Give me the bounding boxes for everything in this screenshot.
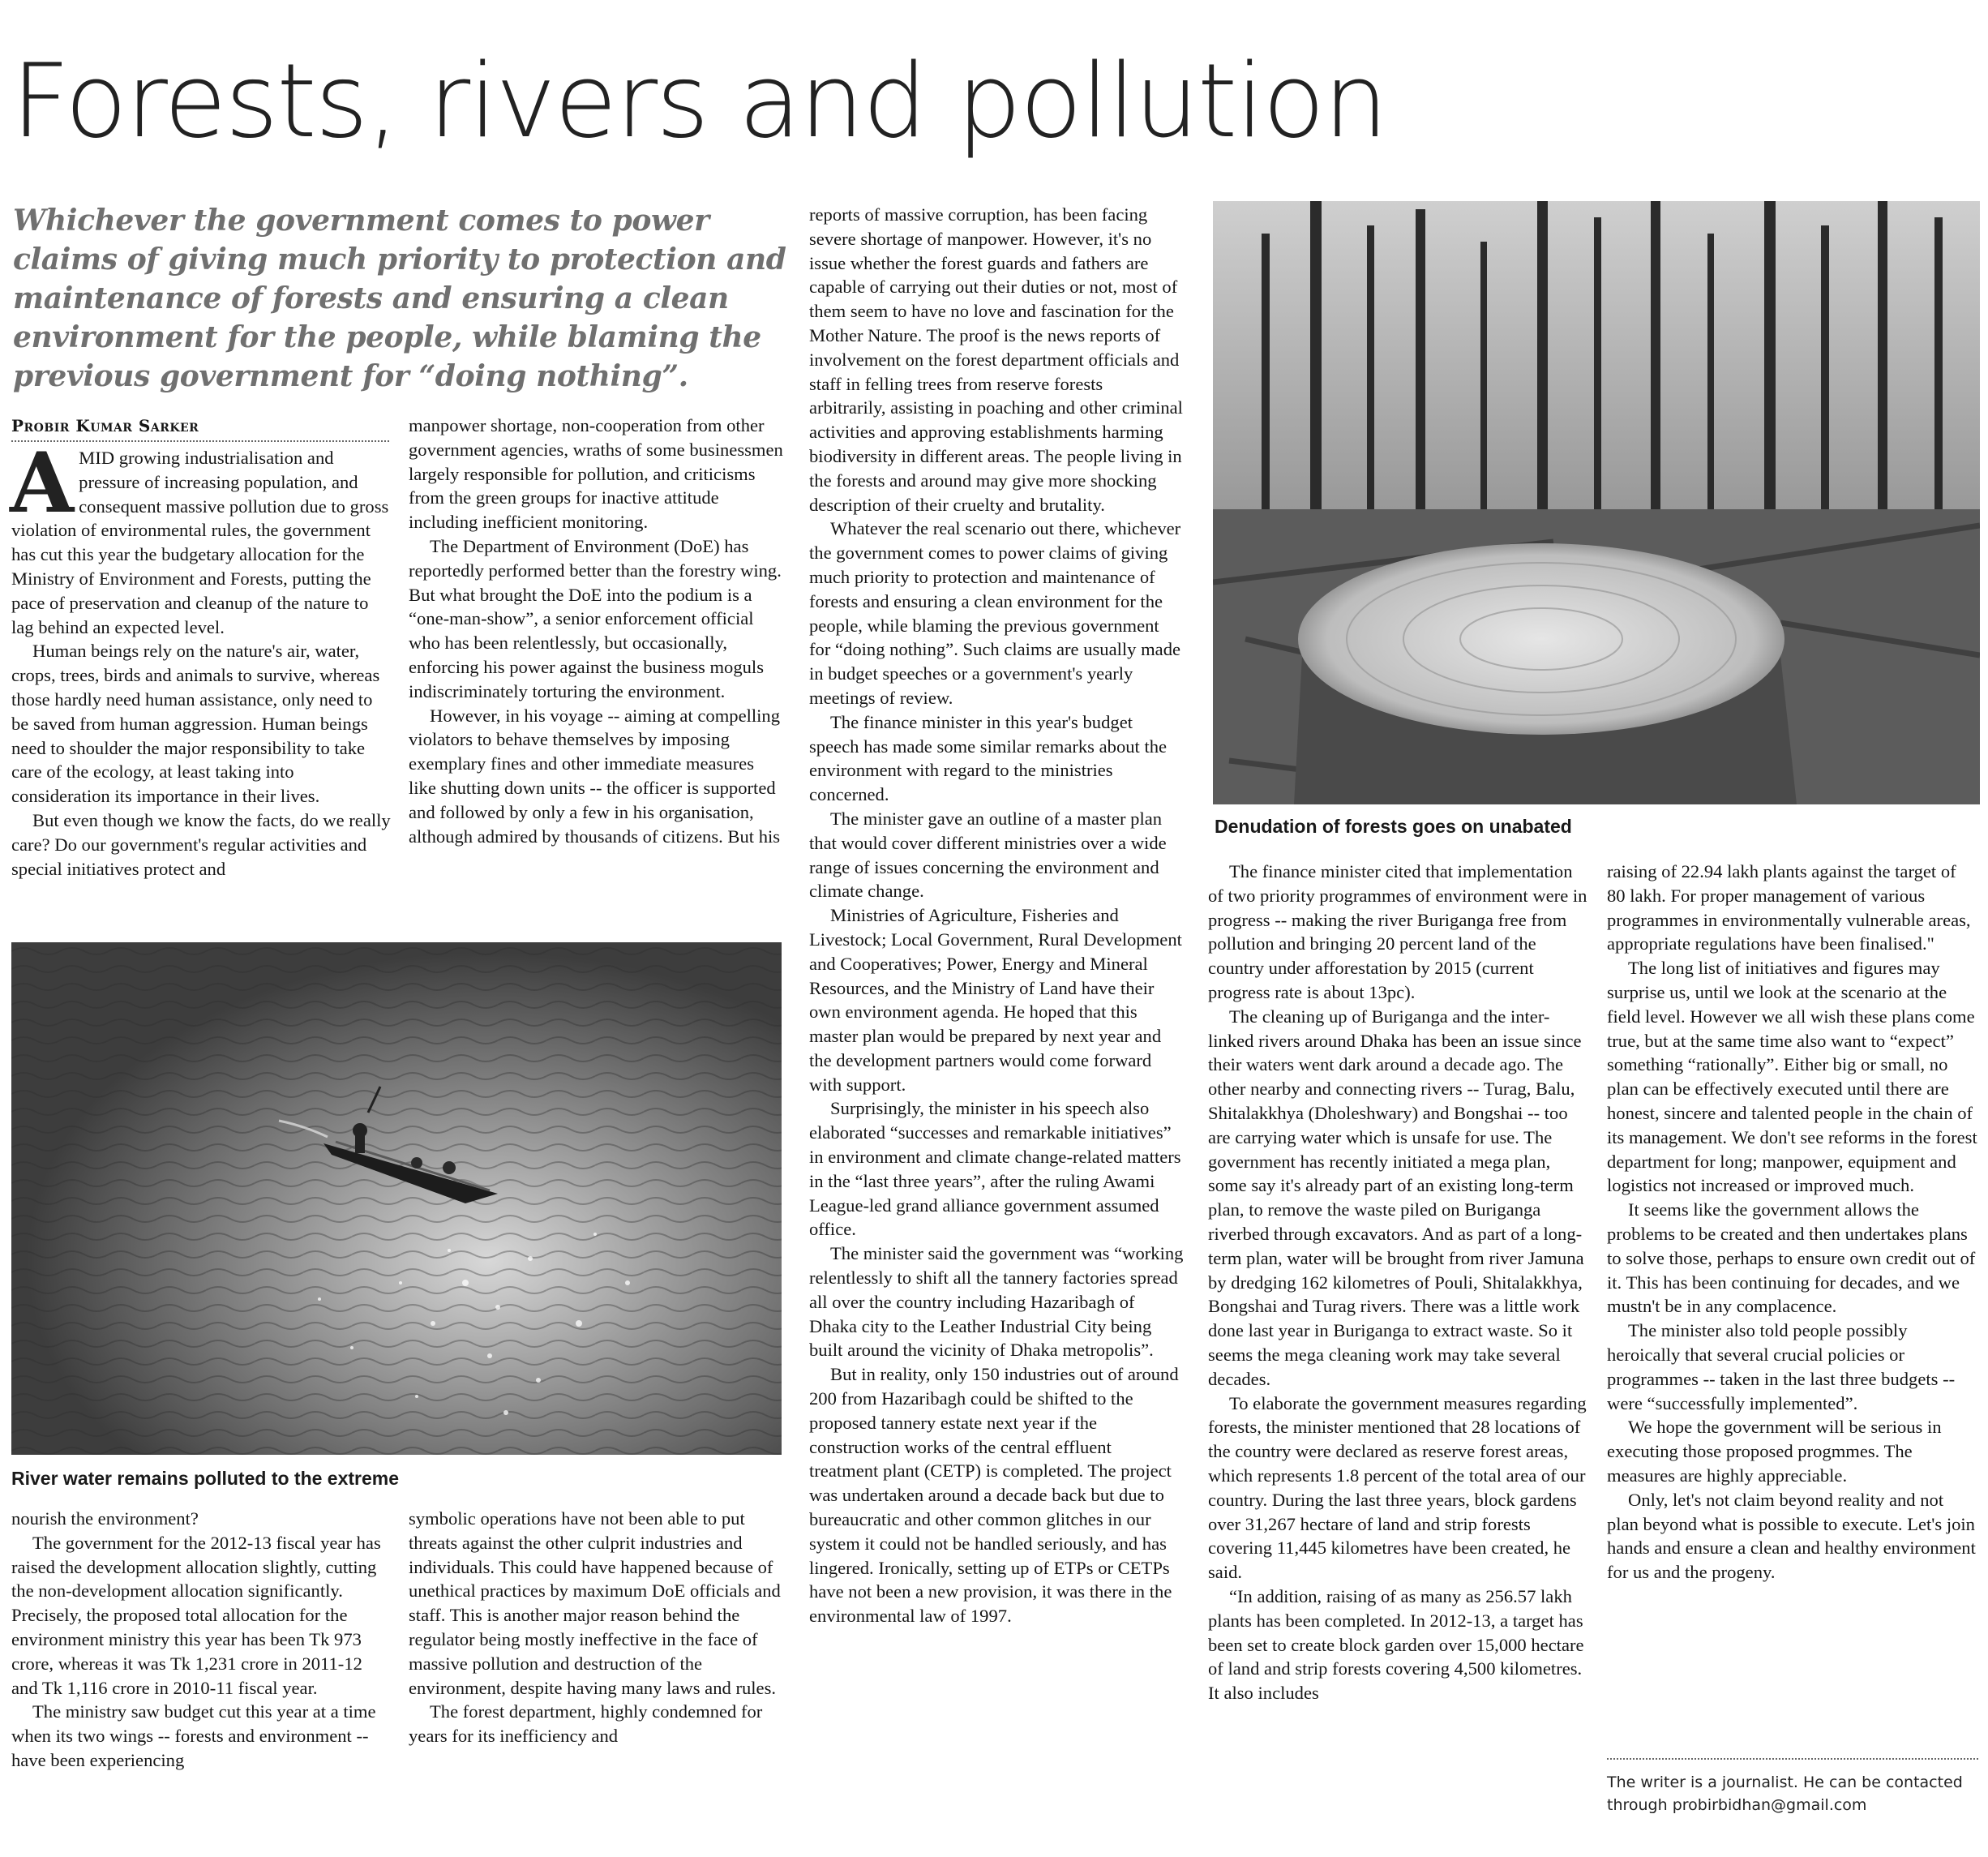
paragraph: Human beings rely on the nature's air, water, crops, trees, birds and animals to survive, whereas those hardly need human assistance, only need to be saved from human aggression. Human beings need to shoulder the major responsibility to take care of the ecology, at least taking into consideration its importance in their lives. bbox=[11, 641, 380, 807]
paragraph: The ministry saw budget cut this year at a time when its two wings -- forests and environment -- have been experiencing bbox=[11, 1701, 376, 1770]
paragraph: reports of massive corruption, has been facing severe shortage of manpower. However, it's no issue whether the forest guards and fathers are capable of carrying out their duties or not, most of them seem to have no love and fascination for the Mother Nature. The proof is the news reports of involvement on the forest department officials and staff in felling trees from reserve forests arbitrarily, assisting in poaching and other criminal activities and approving establishments harming biodiversity in different areas. The people living in the forests and around may give more shocking description of their cruelty and brutality. bbox=[809, 204, 1183, 515]
paragraph: But in reality, only 150 industries out of around 200 from Hazaribagh could be shifted to the proposed tannery estate next year if the construction works of the central effluent treatment plant (CETP) is completed. The project was undertaken around a decade back but due to bureaucratic and other common glitches in our system it could not be handled seriously, and has lingered. Ironically, setting up of ETPs or CETPs have not been a new provision, it was there in the environmental law of 1997. bbox=[809, 1364, 1179, 1627]
paragraph: raising of 22.94 lakh plants against the target of 80 lakh. For proper management of various programmes in environmentally vulnerable areas, appropriate regulations have been finalised." bbox=[1607, 861, 1971, 954]
paragraph: Surprisingly, the minister in his speech also elaborated “successes and remarkable initiatives” in environment and climate change-related matters in the “last three years”, after the ruling Awami League-led grand alliance government assumed office. bbox=[809, 1098, 1181, 1240]
column-3 bbox=[809, 203, 1184, 1628]
paragraph: The finance minister cited that implementation of two priority programmes of environment were in progress -- making the river Buriganga free from pollution and bringing 20 percent land of the country under afforestation by 2015 (current progress rate is about 13pc). bbox=[1208, 861, 1587, 1002]
tree-stump-photo bbox=[1213, 201, 1980, 804]
column-4 bbox=[1208, 860, 1587, 1705]
column-1-top bbox=[10, 435, 391, 881]
headline: Forests, rivers and pollution bbox=[11, 41, 1387, 161]
column-2-bottom bbox=[409, 1507, 783, 1748]
paragraph: The minister said the government was “working relentlessly to shift all the tannery factories spread all over the country including Hazaribagh of Dhaka city to the Leather Industrial City being built around the vicinity of Dhaka metropolis”. bbox=[809, 1243, 1184, 1361]
river-photo-caption: River water remains polluted to the extreme bbox=[11, 1468, 400, 1489]
paragraph: To elaborate the government measures regarding forests, the minister mentioned that 28 locations of the country were declared as reserve forest areas, which represents 1.8 percent of the total area of our country. During the last three years, block gardens over 31,267 hectare of land and strip forests covering 11,445 kilometres have been created, he said. bbox=[1208, 1392, 1587, 1583]
paragraph: “In addition, raising of as many as 256.57 lakh plants has been completed. In 2012-13, a target has been set to create block garden over 15,000 hectare of land and strip forests covering 4,500 kilometres. It also includes bbox=[1208, 1585, 1584, 1704]
column-2-top bbox=[409, 414, 783, 848]
paragraph: But even though we know the facts, do we really care? Do our government's regular activities and special initiatives protect and bbox=[11, 809, 391, 879]
paragraph: The Department of Environment (DoE) has reportedly performed better than the forestry wing. But what brought the DoE into the podium is a “one-man-show”, a senior enforcement official who has been relentlessly, but occasionally, enforcing his power against the business moguls indiscriminately torturing the environment. bbox=[409, 535, 782, 701]
tree-stump-icon bbox=[1213, 201, 1980, 804]
forest-photo-caption: Denudation of forests goes on unabated bbox=[1215, 816, 1572, 837]
byline: Probir Kumar Sarker bbox=[11, 416, 389, 442]
paragraph: It seems like the government allows the problems to be created and then undertakes plans to solve those, perhaps to ensure own credit out of it. This has been continuing for decades, and we mustn't be in any complacence. bbox=[1607, 1199, 1976, 1317]
drop-cap: A bbox=[10, 435, 75, 532]
paragraph: However, in his voyage -- aiming at compelling violators to behave themselves by imposing exemplary fines and other immediate measures like shutting down units -- the officer is supported and followed by only a few in his organisation, although admired by thousands of citizens. But his bbox=[409, 705, 781, 847]
river-boat-photo bbox=[11, 942, 782, 1455]
paragraph: The minister gave an outline of a master plan that would cover different ministries over a wide range of issues concerning the environment and climate change. bbox=[809, 808, 1167, 902]
paragraph: The long list of initiatives and figures may surprise us, until we look at the scenario at the field level. However we all wish these plans come true, but at the same time also want to “expect” something “rationally”. Either big or small, no plan can be effectively executed until there are honest, sincere and talented people in the chain of its management. We don't see reforms in the forest department for long; manpower, equipment and logistics not increased or improved much. bbox=[1607, 958, 1977, 1196]
deck-summary: Whichever the government comes to power claims of giving much priority to protection and maintenance of forests and ensuring a clean environment for the people, while blaming the previous government for “doing nothing”. bbox=[13, 204, 786, 393]
paragraph: manpower shortage, non-cooperation from other government agencies, wraths of some businessmen largely responsible for pollution, and criticisms from the green groups for inactive attitude including inefficient monitoring. bbox=[409, 415, 783, 533]
paragraph: The finance minister in this year's budget speech has made some similar remarks about the environment with regard to the ministries concerned. bbox=[809, 711, 1168, 805]
paragraph: Ministries of Agriculture, Fisheries and Livestock; Local Government, Rural Development and Cooperatives; Power, Energy and Mineral Resources, and the Ministry of Land have their own environment agenda. He hoped that this master plan would be prepared by next year and the development partners would come forward with support. bbox=[809, 905, 1182, 1095]
author-note: The writer is a journalist. He can be contacted through probirbidhan@gmail.com bbox=[1607, 1758, 1978, 1816]
paragraph: The government for the 2012-13 fiscal year has raised the development allocation slightly, cutting the non-development allocation significantly. Precisely, the proposed total allocation for the environment ministry this year has been Tk 973 crore, whereas it was Tk 1,231 crore in 2011-12 and Tk 1,116 crore in 2010-11 fiscal year. bbox=[11, 1532, 381, 1698]
paragraph: nourish the environment? bbox=[11, 1508, 199, 1529]
paragraph: Whatever the real scenario out there, whichever the government comes to power claims of giving much priority to protection and maintenance of forests and ensuring a clean environment for the people, while blaming the previous government for “doing nothing”. Such claims are usually made in budget speeches or a government's yearly meetings of review. bbox=[809, 518, 1181, 708]
paragraph: MID growing industrialisation and pressure of increasing population, and consequent massive pollution due to gross violation of environmental rules, the government has cut this year the budgetary allocation for the Ministry of Environment and Forests, putting the pace of preservation and cleanup of the nature to lag behind an expected level. bbox=[11, 448, 389, 637]
paragraph: The forest department, highly condemned for years for its inefficiency and bbox=[409, 1701, 763, 1747]
paragraph: The cleaning up of Buriganga and the inter-linked rivers around Dhaka has been an issue since their waters went dark around a decade ago. The other nearby and connecting rivers -- Turag, Balu, Shitalakkhya (Dholeshwary) and Bongshai -- too are carrying water which is unsafe for use. The government has recently initiated a mega plan, some say it's already part of an existing long-term plan, to remove the waste piled on Buriganga riverbed through excavators. And as part of a long-term plan, water will be brought from river Jamuna by dredging 162 kilometres of Pouli, Shitalakkhya, Bongshai and Turag rivers. There was a little work done last year in Buriganga to extract waste. So it seems the mega cleaning work may take several decades. bbox=[1208, 1006, 1584, 1389]
paragraph: The minister also told people possibly heroically that several crucial policies or programmes -- taken in the last three budgets -- were “successfully implemented”. bbox=[1607, 1320, 1956, 1413]
river-boat-icon bbox=[11, 942, 782, 1455]
column-1-bottom bbox=[11, 1507, 391, 1773]
paragraph: symbolic operations have not been able to put threats against the other culprit industries and individuals. This could have happened because of unethical practices by maximum DoE officials and staff. This is another major reason behind the regulator being mostly ineffective in the face of massive pollution and destruction of the environment, despite having many laws and rules. bbox=[409, 1508, 781, 1698]
paragraph: We hope the government will be serious in executing those proposed progmmes. The measures are highly appreciable. bbox=[1607, 1417, 1942, 1486]
column-5 bbox=[1607, 860, 1978, 1585]
paragraph: Only, let's not claim beyond reality and not plan beyond what is possible to execute. Let's join hands and ensure a clean and healthy environment for us and the progeny. bbox=[1607, 1489, 1976, 1583]
